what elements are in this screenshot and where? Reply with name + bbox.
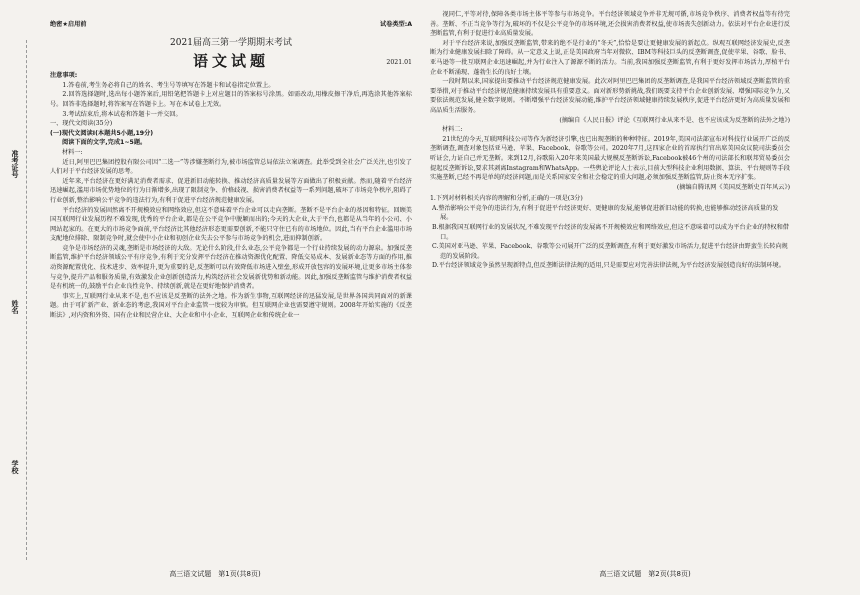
passage-paragraph: 近年来,平台经济在更好满足消费者需求、促进新旧动能转换、推动经济高质量发展等方面做出了积极贡献。然而,随着平台经济迅速崛起,滥用市场优势地位的行为日渐增多,出现了限制竞争、价格歧视、损害消费者权益等一系列问题,破坏了市场竞争秩序,阻碍了行业创新,整治影响公平竞争的违法行为,有利于促进平台经济规范健康发展。 (50, 177, 412, 204)
passage-paragraph: 视同仁,平等对待,保障各类市场主体平等参与市场竞争。平台经济领域竞争并非无规可循,市场竞争秩序、消费者权益等有待完善。垄断、不正当竞争等行为,破坏的不仅是公平竞争的市场环境,还会损害消费者权益,使市场丧失创新动力。依法对平台企业进行反垄断监管,有利于促进行业高质量发展。 (430, 11, 790, 38)
margin-label-name: 姓名 (11, 300, 19, 314)
note-item: 3.考试结束后,将本试卷和答题卡一并交回。 (62, 110, 182, 118)
exam-date: 2021.01 (386, 58, 412, 66)
answer-option: B.根据我国互联网行业的发展状况,不难发现平台经济的发展离不开规模效应和网络效应,但这不意味着可以成为平台企业的特权和借口。 (432, 224, 789, 241)
passage-paragraph: 事实上,互联网行业从来不是,也不应该是反垄断的法外之地。作为新生事物,互联网经济的迅猛发展,是世界各国共同面对的新课题。由于可扩新产业、新业态的考虑,我国对平台企业监管一度较为审慎。但互联网企业也需要遵守规则。2008年开始实施的《反垄断法》,对内资和外资、国有企业和民营企业、大企业和中小企业、互联网企业和传统企业一 (50, 292, 412, 320)
passage-paragraph: 平台经济的发展固然离不开规模效应和网络效应,但这不意味着平台企业可以走向垄断。垄断不是平台企业的基因和特征。回顾美国互联网行业发展历程不难发现,优秀的平台企业,都是在公平竞争中脱颖而出的;今天的大企业,大于平台,也都是从当年的小公司、小网站起家的。在更大的市场竞争面前,平台经济比其他经济形态更需要创新,不能只守住已有的市场地位。因此,当有平台企业滥用市场支配地位排除、限制竞争时,就会使中小企业和初创企业失去公平参与市场竞争的机会,进而抑制创新。 (50, 206, 412, 243)
material-label: 材料二: (442, 126, 463, 134)
page-footer: 高三语文试题 第1页(共8页) (169, 570, 261, 578)
margin-label-school: 学校 (11, 460, 19, 474)
binding-dashed-line (26, 40, 27, 560)
confidential-label: 绝密★启用前 (50, 21, 87, 28)
material-label: 材料一: (62, 148, 83, 156)
paper-type-label: 试卷类型:A (379, 21, 412, 28)
right-column (430, 10, 790, 271)
notes-heading: 注意事项: (50, 72, 78, 80)
passage-paragraph: 一段时期以来,国家提出要推动平台经济规范健康发展。此次对阿里巴巴集团的反垄断调查,是我国平台经济领域反垄断监管的重要举措,对于推动平台经济规范健康持续发展具有重要意义。面对新形势新挑战,我们既要支持平台企业创新发展、增强国际竞争力,又要依法规范发展,健全数字规则。不断增强平台经济发展动能,维护平台经济领域健康持续发展秩序,促进平台经济更好为高质量发展和高品质生活服务。 (430, 78, 790, 114)
margin-label-exam-number: 准考证号 (11, 150, 19, 178)
question-stem: 1.下列对材料相关内容的理解和分析,正确的一项是(3分) (430, 195, 583, 203)
exam-page-right (430, 0, 860, 595)
page-footer: 高三语文试题 第2页(共8页) (599, 570, 691, 578)
passage-paragraph: 竞争是市场经济的灵魂,垄断是市场经济的大敌。无论什么阶段,什么业态,公平竞争都是一个行业持续发展的动力源泉。加强反垄断监管,维护平台经济领域公平有序竞争,有利于充分发挥平台经济在推动资源优化配置、降低交易成本、发展新业态等方面的作用,推动资源配置优化、技术进步、效率提升,更为重要的是,反垄断可以有效降低市场进入壁垒,形成开放包容的发展环境,让更多市场主体参与竞争,提升产品和服务质量,有效激发企业创新创造活力,构筑经济社会发展新优势和新动能。因此,加强反垄断监管与维护消费者权益是有机统一的,鼓励平台企业良性竞争、持续创新,就是在更好地保护消费者。 (50, 244, 412, 291)
subsection-heading: (一)现代文阅读Ⅰ(本题共5小题,19分) (50, 129, 154, 137)
source-citation: (摘编自《人民日报》评论《互联网行业从来不是、也不应该成为反垄断的法外之地》) (559, 116, 790, 124)
header-row (50, 20, 412, 30)
answer-option: D.平台经济领域竞争虽然呈现新特点,但反垄断法律法规的适用,只是需要应对完善法律法规,为平台经济发展创造良好的法制环境。 (432, 262, 785, 270)
answer-option: A.整治影响公平竞争的违法行为,有利于促进平台经济更好、更健康的发展,能够促进新旧动能的转换,也能够推动经济高质量的发展。 (432, 204, 779, 222)
passage-paragraph: 近日,阿里巴巴集团控股有限公司因“二选一”等涉嫌垄断行为,被市场监管总局依法立案调查。此举受到全社会广泛关注,也引发了人们对于平台经济发展的思考。 (50, 158, 412, 176)
answer-option: C.美国对亚马逊、苹果、Facebook、谷歌等公司展开广泛的反垄断调查,有利于更好激发市场活力,促进平台经济由野蛮生长转向规范的发展阶段。 (432, 243, 788, 260)
note-item: 1.答卷前,考生务必将自己的姓名、考生号等填写在答题卡和试卷指定位置上。 (62, 81, 275, 89)
passage-paragraph: 21世纪的今天,互联网科技公司等作为新经济引擎,也已出现垄断的种种特征。2019年,美国司法部宣布对科技行业展开广泛的反垄断调查,调查对象包括亚马逊、苹果、Facebook、谷歌等公司。2020年7月,这四家企业的首席执行官出席美国众议院司法委员会听证会,力证自己并无垄断。来到12月,谷歌陷入20年来美国最大规模反垄断诉讼,Facebook被46个州的司法部长和联邦贸易委员会提起反垄断诉讼,要求其剥离Instagram和WhatsApp。一些舆论评论人士表示,目前大型科技企业利用数据、算法、平台规则等手段实施垄断,已经不再是单纯的经济问题,而是关系国家安全和社会稳定的重大问题,必须加强反垄断监管,防止资本无序扩张。 (430, 135, 790, 182)
left-column (50, 20, 412, 321)
note-item: 2.回答选择题时,选出每小题答案后,用铅笔把答题卡上对应题目的答案标号涂黑。如需改动,用橡皮擦干净后,再选涂其他答案标号。回答非选择题时,将答案写在答题卡上。写在本试卷上无效。 (50, 91, 412, 108)
subject-title: 语文试题 (192, 51, 269, 70)
exam-title: 2021届高三第一学期期末考试 (170, 37, 292, 48)
passage-paragraph: 对于平台经济来说,加强反垄断监管,带来的绝不是行业的“冬天”,恰恰是要让更健康发展的新起点。纵观互联网经济发展史,反垄断为行业健康发展扫除了障碍。从一定意义上说,正是美国政府当年对微软、IBM等科技巨头的反垄断调查,促使苹果、谷歌、脸书、亚马逊等一批互联网企业迅速崛起,并为行业注入了源源不断的活力。当前,我国加强反垄断监管,有利于更好发挥市场活力,厚植平台企业不断涌现、蓬勃生长的良好土壤。 (430, 39, 790, 76)
section-heading: 一、现代文阅读(35分) (50, 120, 113, 128)
source-citation: (摘编自腾讯网《美国反垄断史百年风云》) (676, 183, 790, 191)
reading-instruction: 阅读下面的文字,完成1~5题。 (62, 139, 147, 147)
